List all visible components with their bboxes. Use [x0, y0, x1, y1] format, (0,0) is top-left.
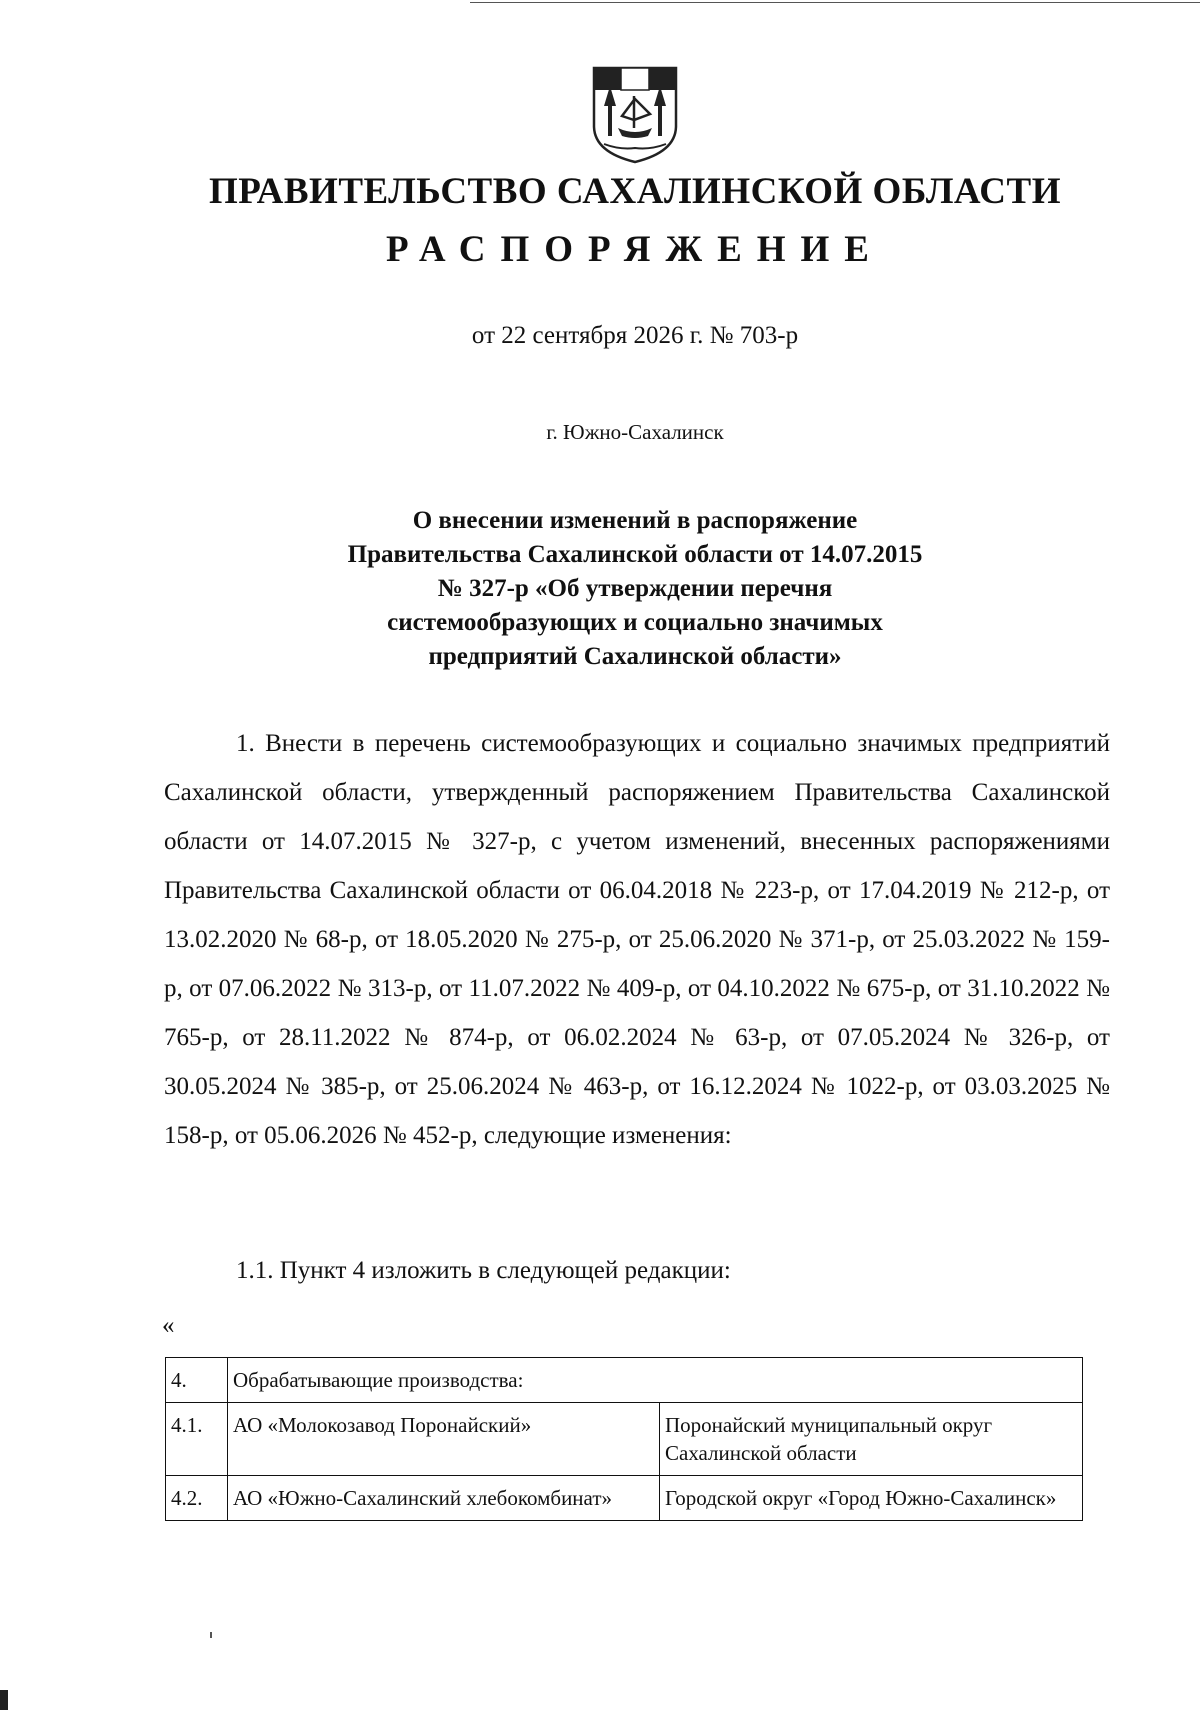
table-cell-number: 4.2.: [166, 1476, 228, 1521]
subject-line: предприятий Сахалинской области»: [428, 643, 842, 670]
table-cell-territory: Поронайский муниципальный округ Сахалинской области: [660, 1403, 1083, 1476]
table-row: [166, 1358, 1083, 1403]
table-cell-section-title: Обрабатывающие производства:: [228, 1358, 1083, 1403]
subject-line: Правительства Сахалинской области от 14.07.2015: [347, 541, 923, 568]
table-cell-enterprise: АО «Южно-Сахалинский хлебокомбинат»: [228, 1476, 660, 1521]
subject-line: О внесении изменений в распоряжение: [412, 507, 858, 534]
document-type: РАСПОРЯЖЕНИЕ: [385, 229, 884, 270]
table-row: [166, 1403, 1083, 1476]
enterprise-table: [165, 1357, 1083, 1521]
table-cell-territory: Городской округ «Город Южно-Сахалинск»: [660, 1476, 1083, 1521]
city: г. Южно-Сахалинск: [546, 420, 724, 444]
table-cell-enterprise: АО «Молокозавод Поронайский»: [228, 1403, 660, 1476]
scan-speck: [210, 1632, 212, 1638]
scan-edge-mark: [0, 1690, 8, 1710]
sakhalin-coat-of-arms-icon: [590, 66, 680, 164]
scan-edge-line: [470, 2, 1200, 3]
paragraph-1-1: 1.1. Пункт 4 изложить в следующей редакции:: [236, 1257, 731, 1284]
subject-line: № 327-р «Об утверждении перечня: [437, 575, 833, 602]
table-cell-number: 4.1.: [166, 1403, 228, 1476]
opening-quote: «: [162, 1312, 175, 1339]
paragraph-1: 1. Внести в перечень системообразующих и социально значимых предприятий Сахалинской области, утвержденный распоряжением Правительства Сахалинской области от 14.07.2015 № 327-р, с учетом изменений, внесенных распоряжениями Правительства Сахалинской области от 06.04.2018 № 223-р, от 17.04.2019 № 212-р, от 13.02.2020 № 68-р, от 18.05.2020 № 275-р, от 25.06.2020 № 371-р, от 25.03.2022 № 159-р, от 07.06.2022 № 313-р, от 11.07.2022 № 409-р, от 04.10.2022 № 675-р, от 31.10.2022 № 765-р, от 28.11.2022 № 874-р, от 06.02.2024 № 63-р, от 07.05.2024 № 326-р, от 30.05.2024 № 385-р, от 25.06.2024 № 463-р, от 16.12.2024 № 1022-р, от 03.03.2025 № 158-р, от 05.06.2026 № 452-р, следующие изменения:: [164, 730, 1110, 1149]
table-row: [166, 1476, 1083, 1521]
table-cell-number: 4.: [166, 1358, 228, 1403]
government-title: ПРАВИТЕЛЬСТВО САХАЛИНСКОЙ ОБЛАСТИ: [209, 171, 1061, 212]
date-number: от 22 сентября 2026 г. № 703-р: [471, 322, 799, 349]
document-subject: [200, 504, 1070, 674]
subject-line: системообразующих и социально значимых: [387, 609, 883, 636]
